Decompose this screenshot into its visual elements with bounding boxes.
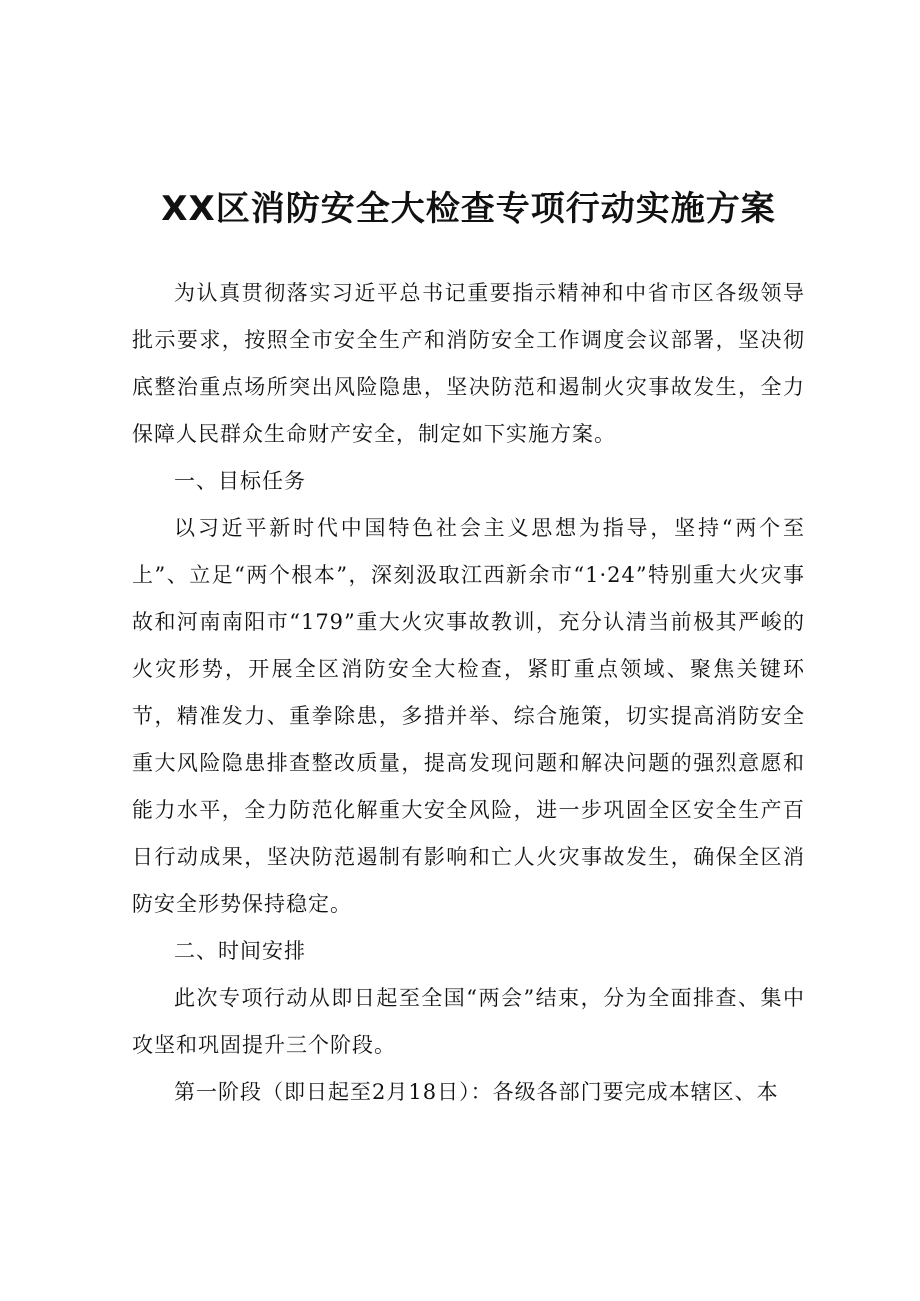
goals-paragraph: 以习近平新时代中国特色社会主义思想为指导，坚持“两个至上”、立足“两个根本”，深刻汲取江西新余市“1·24”特别重大火灾事故和河南南阳市“179”重大火灾事故教训，充分认清当前极其严峻的火灾形势，开展全区消防安全大检查，紧盯重点领域、聚焦关键环节，精准发力、重拳除患，多措并举、综合施策，切实提高消防安全重大风险隐患排查整改质量，提高发现问题和解决问题的强烈意愿和能力水平，全力防范化解重大安全风险，进一步巩固全区安全生产百日行动成果，坚决防范遏制有影响和亡人火灾事故发生，确保全区消防安全形势保持稳定。 (132, 516, 805, 916)
intro-paragraph: 为认真贯彻落实习近平总书记重要指示精神和中省市区各级领导批示要求，按照全市安全生产和消防安全工作调度会议部署，坚决彻底整治重点场所突出风险隐患，坚决防范和遏制火灾事故发生，全力保障人民群众生命财产安全，制定如下实施方案。 (132, 281, 805, 446)
section-heading-schedule: 二、时间安排 (174, 939, 306, 963)
schedule-paragraph: 此次专项行动从即日起至全国“两会”结束，分为全面排查、集中攻坚和巩固提升三个阶段。 (132, 986, 805, 1057)
document-title: XX区消防安全大检查专项行动实施方案 (161, 189, 776, 229)
section-heading-goals: 一、目标任务 (174, 469, 306, 493)
phase-one-paragraph: 第一阶段（即日起至2月18日）：各级各部门要完成本辖区、本 (174, 1080, 779, 1104)
